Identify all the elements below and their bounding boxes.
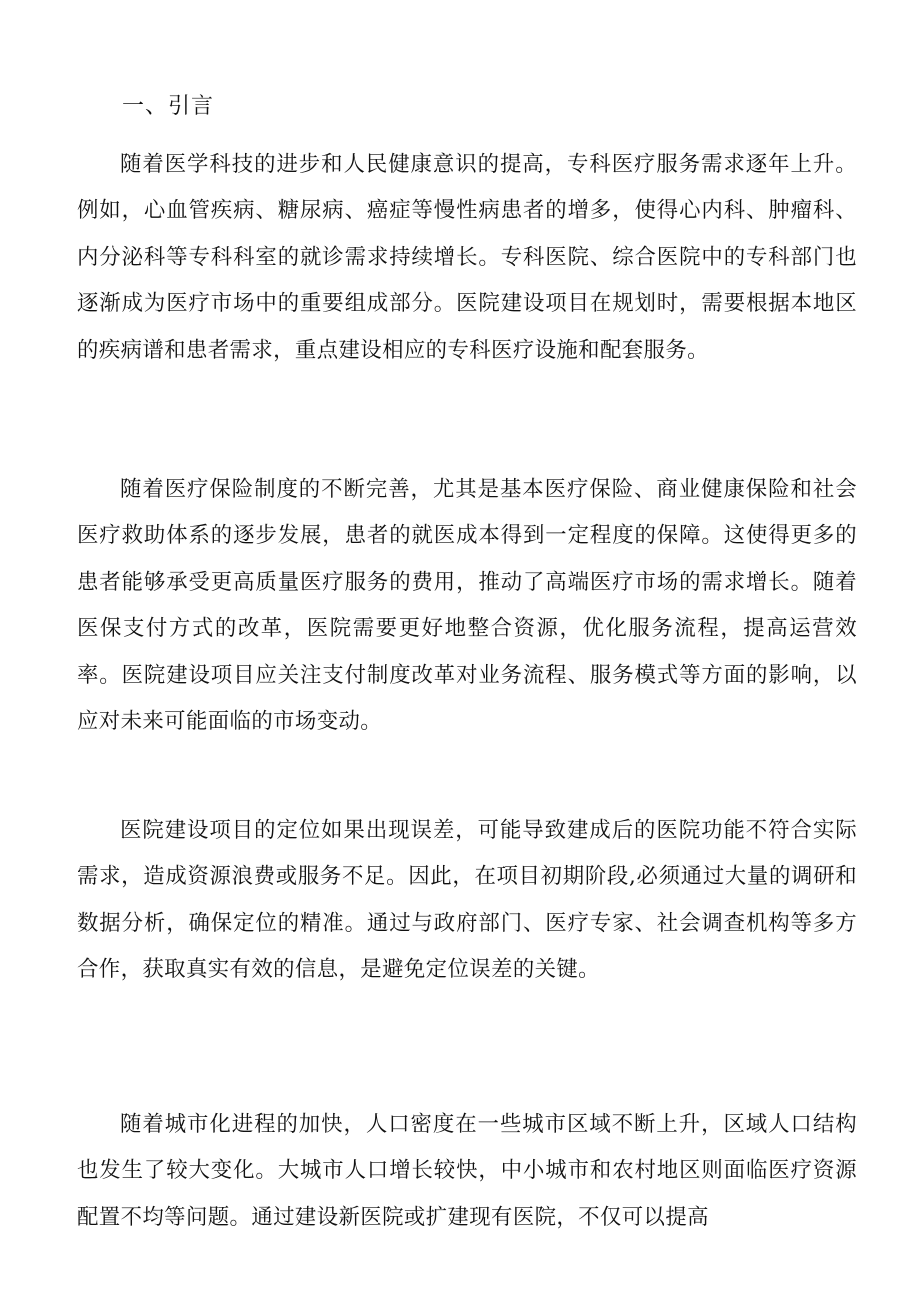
paragraph-positioning-risk: 医院建设项目的定位如果出现误差，可能导致建成后的医院功能不符合实际需求，造成资源浪费或服务不足。因此，在项目初期阶段,必须通过大量的调研和数据分析，确保定位的精准。通过与政府部门、医疗专家、社会调查机构等多方合作，获取真实有效的信息，是避免定位误差的关键。 <box>77 818 857 983</box>
paragraph-specialty-demand: 随着医学科技的进步和人民健康意识的提高，专科医疗服务需求逐年上升。例如，心血管疾病、糖尿病、癌症等慢性病患者的增多，使得心内科、肿瘤科、内分泌科等专科科室的就诊需求持续增长。专科医院、综合医院中的专科部门也逐渐成为医疗市场中的重要组成部分。医院建设项目在规划时，需要根据本地区的疾病谱和患者需求，重点建设相应的专科医疗设施和配套服务。 <box>77 152 857 363</box>
paragraph-urbanization: 随着城市化进程的加快，人口密度在一些城市区域不断上升，区域人口结构也发生了较大变化。大城市人口增长较快，中小城市和农村地区则面临医疗资源配置不均等问题。通过建设新医院或扩建现有医院，不仅可以提高 <box>77 1112 857 1230</box>
paragraph-insurance-system: 随着医疗保险制度的不断完善，尤其是基本医疗保险、商业健康保险和社会医疗救助体系的逐步发展，患者的就医成本得到一定程度的保障。这使得更多的患者能够承受更高质量医疗服务的费用，推动了高端医疗市场的需求增长。随着医保支付方式的改革，医院需要更好地整合资源，优化服务流程，提高运营效率。医院建设项目应关注支付制度改革对业务流程、服务模式等方面的影响，以应对未来可能面临的市场变动。 <box>77 477 857 735</box>
section-heading: 一、引言 <box>122 94 215 119</box>
